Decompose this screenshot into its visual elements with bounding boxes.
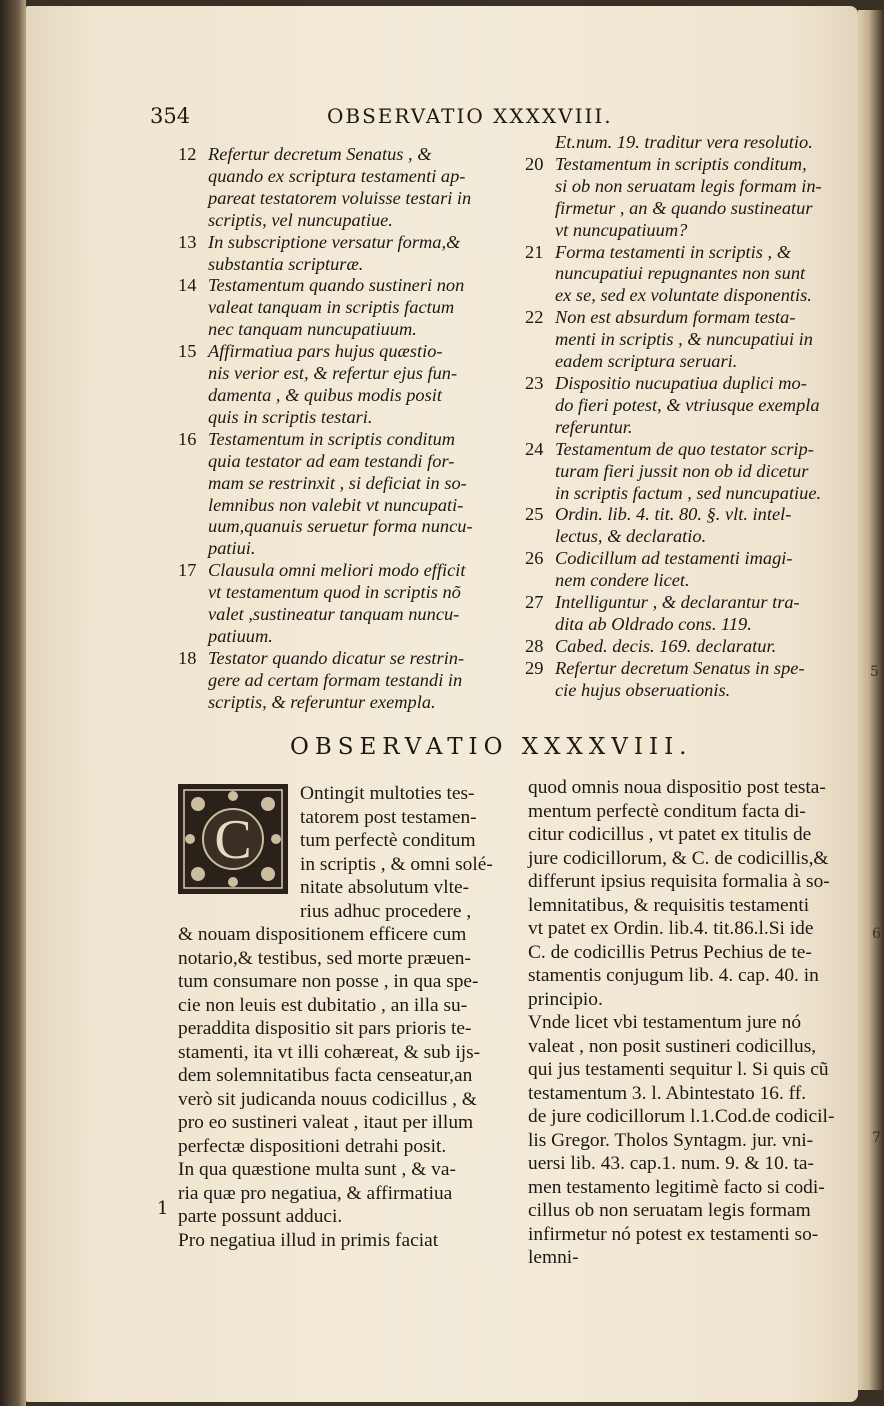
margin-number: 7	[872, 1130, 881, 1146]
summary-item-line: Dispositio nucupatiua duplici mo-	[555, 372, 807, 393]
text-line: men testamento legitimè facto si codi-	[528, 1176, 825, 1198]
summary-item-line: dita ab Oldrado cons. 119.	[555, 613, 752, 634]
summary-item	[525, 636, 855, 658]
summary-item	[178, 232, 518, 276]
summary-item	[525, 154, 855, 242]
text-line: lemni-	[528, 1247, 579, 1268]
text-line: rius adhuc procedere ,	[300, 900, 472, 922]
summary-item-line: nis verior est, & refertur ejus fun-	[208, 363, 458, 384]
summary-item-line: Forma testamenti in scriptis , &	[555, 241, 792, 262]
summary-item-line: Et.num. 19. traditur vera resolutio.	[555, 132, 813, 152]
summary-item-line: in scriptis factum , sed nuncupatiue.	[555, 482, 822, 503]
text-line: Pro negatiua illud in primis faciat	[178, 1229, 439, 1251]
summary-item-line: si ob non seruatam legis formam in-	[555, 175, 822, 196]
summary-item-line: pareat testatorem voluisse testari in	[208, 187, 472, 208]
margin-number: 5	[870, 664, 879, 680]
summary-item-line: Testamentum de quo testator scrip-	[555, 438, 814, 459]
summary-item-line: gere ad certam formam testandi in	[208, 669, 463, 690]
text-line: jure codicillorum, & C. de codicillis,&	[528, 847, 829, 869]
text-line: & nouam dispositionem efficere cum	[178, 924, 467, 945]
summary-item	[178, 429, 518, 560]
book-spine	[0, 0, 26, 1406]
summary-item-line: do fieri potest, & vtriusque exempla	[555, 394, 820, 415]
summary-left-column	[178, 144, 518, 714]
text-line: cillus ob non seruatam legis formam	[528, 1200, 811, 1221]
text-line: stamentis conjugum lib. 4. cap. 40. in	[528, 965, 819, 986]
page-edge	[858, 10, 884, 1390]
summary-item-line: Refertur decretum Senatus in spe-	[555, 657, 805, 678]
text-line: in scriptis , & omni solé-	[300, 853, 493, 875]
summary-item	[178, 560, 518, 648]
summary-item-number: 28	[525, 635, 544, 656]
summary-item-number: 15	[178, 341, 197, 362]
summary-item-line: Non est absurdum formam testa-	[555, 307, 796, 328]
text-line: lis Gregor. Tholos Syntagm. jur. vni-	[528, 1129, 814, 1151]
text-line: In qua quæstione multa sunt , & va-	[178, 1159, 456, 1180]
text-line: C. de codicillis Petrus Pechius de te-	[528, 941, 812, 963]
observation-title: OBSERVATIO XXXXVIII.	[290, 734, 693, 760]
summary-item	[525, 242, 855, 308]
summary-item-number: 29	[525, 657, 544, 678]
text-line: parte possunt adduci.	[178, 1206, 343, 1227]
summary-item-line: lectus, & declaratio.	[555, 526, 707, 547]
summary-right-column	[525, 132, 855, 702]
summary-item-line: damenta , & quibus modis posit	[208, 384, 442, 405]
summary-item-line: quando ex scriptura testamenti ap-	[208, 165, 466, 186]
text-line: Vnde licet vbi testamentum jure nó	[528, 1012, 802, 1033]
summary-item	[525, 504, 855, 548]
summary-item-line: valet ,sustineatur tanquam nuncu-	[208, 604, 460, 625]
summary-item-line: ex se, sed ex voluntate disponentis.	[555, 285, 812, 306]
summary-item	[178, 144, 518, 232]
running-title: OBSERVATIO XXXXVIII.	[327, 104, 613, 128]
summary-item	[525, 373, 855, 439]
summary-item-line: Refertur decretum Senatus , &	[208, 144, 432, 164]
summary-item-line: Testamentum quando sustineri non	[208, 275, 465, 296]
summary-item-number: 24	[525, 438, 544, 459]
page-header	[150, 104, 710, 130]
summary-item-line: menti in scriptis , & nuncupatiui in	[555, 329, 813, 350]
summary-item-number: 27	[525, 592, 544, 613]
summary-item-number: 26	[525, 548, 544, 569]
summary-item-line: Clausula omni meliori modo efficit	[208, 560, 466, 581]
summary-item-line: firmetur , an & quando sustineatur	[555, 197, 813, 218]
text-line: notario,& testibus, sed morte præuen-	[178, 947, 471, 969]
text-line: valeat , non posit sustineri codicillus,	[528, 1035, 817, 1057]
initial-letter: C	[214, 809, 252, 871]
summary-item-line: nem condere licet.	[555, 570, 690, 591]
summary-item-line: referuntur.	[555, 416, 633, 437]
summary-item-number: 17	[178, 560, 197, 581]
body-right-column	[528, 776, 834, 1270]
summary-item-line: In subscriptione versatur forma,&	[208, 231, 461, 252]
summary-item-line: nec tanquam nuncupatiuum.	[208, 319, 417, 340]
text-line: tatorem post testamen-	[300, 806, 477, 828]
summary-item-line: Intelliguntur , & declarantur tra-	[555, 592, 800, 613]
summary-item-line: nuncupatiui repugnantes non sunt	[555, 263, 806, 284]
text-line: mentum perfectè conditum facta di-	[528, 800, 806, 822]
summary-item	[525, 307, 855, 373]
summary-item-line: substantia scripturæ.	[208, 253, 364, 274]
text-line: de jure codicillorum l.1.Cod.de codicil-	[528, 1106, 835, 1127]
summary-item-line: Codicillum ad testamenti imagi-	[555, 548, 793, 569]
summary-item-line: eadem scriptura seruari.	[555, 351, 738, 372]
text-line: citur codicillus , vt patet ex titulis de	[528, 824, 812, 845]
text-line: tum perfectè conditum	[300, 830, 476, 851]
summary-item-number: 20	[525, 153, 544, 174]
summary-item	[525, 658, 855, 702]
summary-item-line: scriptis, & referuntur exempla.	[208, 691, 436, 712]
summary-item-number: 13	[178, 231, 197, 252]
text-line: uersi lib. 43. cap.1. num. 9. & 10. ta-	[528, 1153, 814, 1174]
summary-item-number: 16	[178, 428, 197, 449]
summary-item-line: patiuum.	[208, 625, 273, 646]
summary-item	[525, 439, 855, 505]
summary-item-line: Testator quando dicatur se restrin-	[208, 647, 465, 668]
text-line: quod omnis noua dispositio post testa-	[528, 777, 826, 798]
summary-item	[178, 341, 518, 429]
summary-item-number: 12	[178, 144, 197, 164]
summary-item-line: Affirmatiua pars hujus quæstio-	[208, 341, 443, 362]
summary-item-line: turam fieri jussit non ob id dicetur	[555, 460, 809, 481]
summary-item-number: 23	[525, 372, 544, 393]
summary-item-line: cie hujus obseruationis.	[555, 679, 731, 700]
summary-item-line: mam se restrinxit , si deficiat in so-	[208, 472, 467, 493]
summary-item-line: Testamentum in scriptis conditum,	[555, 153, 807, 174]
text-line: dem solemnitatibus facta censeatur,an	[178, 1065, 473, 1086]
summary-item-line: vt nuncupatiuum?	[555, 219, 688, 240]
summary-item-line: scriptis, vel nuncupatiue.	[208, 209, 393, 230]
text-line: pro eo sustineri valeat , itaut per illum	[178, 1112, 474, 1133]
text-line: infirmetur nó potest ex testamenti so-	[528, 1223, 819, 1245]
text-line: ria quæ pro negatiua, & affirmatiua	[178, 1182, 453, 1204]
summary-item-line: Ordin. lib. 4. tit. 80. §. vlt. intel-	[555, 504, 792, 525]
text-line: stamenti, ita vt illi cohæreat, & sub ijs-	[178, 1041, 481, 1063]
summary-item-line: vt testamentum quod in scriptis nõ	[208, 582, 461, 603]
summary-item-line: patiui.	[208, 538, 256, 559]
summary-item	[178, 648, 518, 714]
text-line: cie non leuis est dubitatio , an illa su-	[178, 994, 468, 1016]
text-line: perfectæ dispositioni detrahi posit.	[178, 1135, 447, 1157]
body-left-beside-initial	[300, 782, 493, 923]
summary-item-number: 22	[525, 307, 544, 328]
summary-item-number: 14	[178, 275, 197, 296]
summary-item-line: quis in scriptis testari.	[208, 406, 373, 427]
summary-item-number: 21	[525, 241, 544, 262]
summary-item	[525, 548, 855, 592]
summary-item	[525, 132, 855, 154]
ornament-icon	[176, 782, 290, 896]
summary-item-line: valeat tanquam in scriptis factum	[208, 297, 455, 318]
text-line: principio.	[528, 988, 603, 1010]
summary-item-number: 18	[178, 647, 197, 668]
text-line: nitate absolutum vlte-	[300, 877, 470, 898]
text-line: tum consumare non posse , in qua spe-	[178, 971, 479, 992]
margin-number: 6	[872, 926, 881, 942]
page-number: 354	[150, 104, 191, 128]
text-line: Ontingit multoties tes-	[300, 783, 475, 804]
text-line: verò sit judicanda nouus codicillus , &	[178, 1088, 477, 1110]
text-line: peraddita dispositio sit pars prioris te-	[178, 1018, 472, 1039]
summary-item-line: Cabed. decis. 169. declaratur.	[555, 635, 777, 656]
summary-item	[525, 592, 855, 636]
text-line: lemnitatibus, & requisitis testamenti	[528, 894, 810, 916]
text-line: testamentum 3. l. Abintestato 16. ff.	[528, 1082, 807, 1104]
text-line: vt patet ex Ordin. lib.4. tit.86.l.Si ide	[528, 918, 814, 939]
body-left-column	[178, 923, 480, 1252]
decorated-initial	[176, 782, 290, 896]
summary-item	[178, 275, 518, 341]
text-line: differunt ipsius requisita formalia à so-	[528, 871, 830, 892]
summary-item-line: lemnibus non valebit vt nuncupati-	[208, 494, 464, 515]
summary-item-line: uum,quanuis seruetur forma nuncu-	[208, 516, 473, 537]
text-line: qui jus testamenti sequitur l. Si quis cũ	[528, 1059, 829, 1080]
summary-item-number: 25	[525, 504, 544, 525]
summary-item-line: Testamentum in scriptis conditum	[208, 428, 456, 449]
footnote-mark: 1	[157, 1198, 169, 1219]
summary-item-line: quia testator ad eam testandi for-	[208, 450, 455, 471]
